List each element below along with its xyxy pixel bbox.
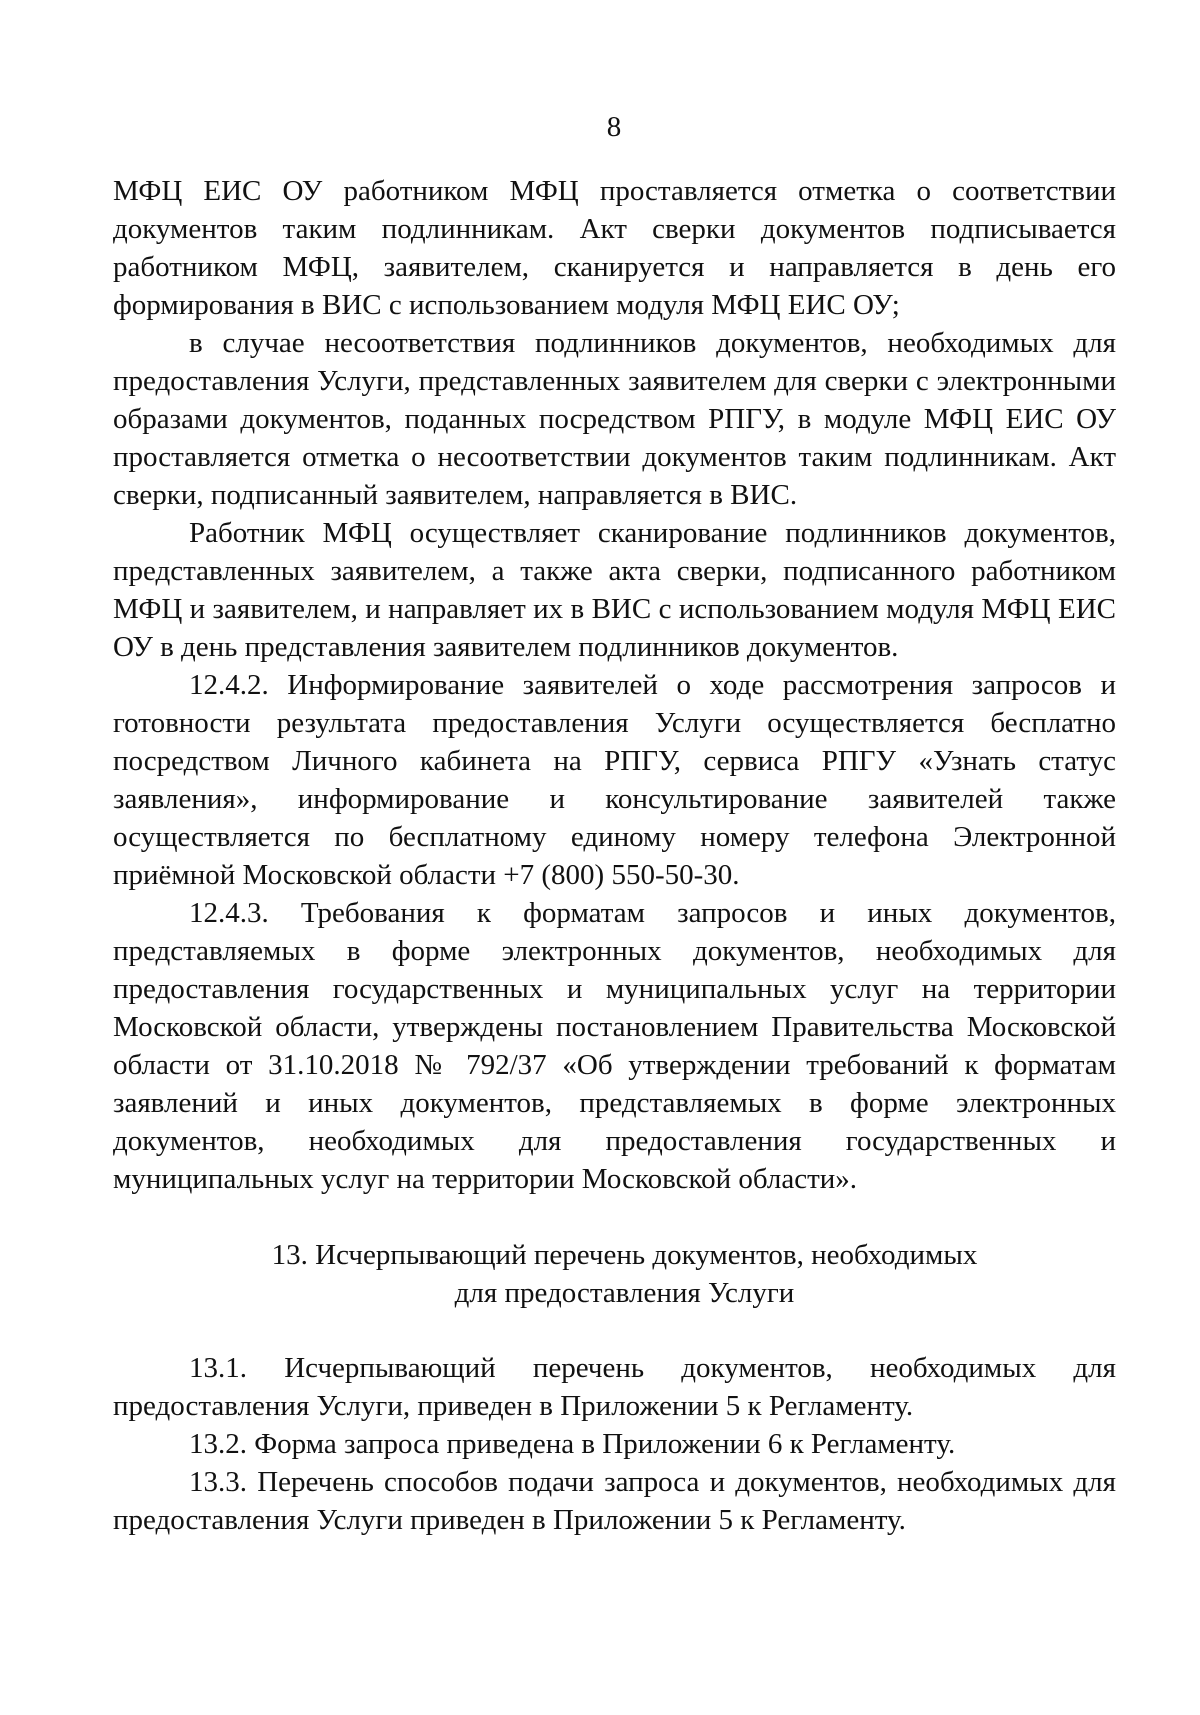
section-heading-line-2: для предоставления Услуги — [454, 1277, 795, 1309]
paragraph-13-3: 13.3. Перечень способов подачи запроса и документов, необходимых для предоставления Услуги приведен в Приложении 5 к Регламенту. — [113, 1466, 1116, 1536]
paragraph-13-2: 13.2. Форма запроса приведена в Приложении 6 к Регламенту. — [189, 1428, 956, 1460]
document-body — [113, 172, 1116, 1539]
paragraph-document-check-ok: МФЦ ЕИС ОУ работником МФЦ проставляется отметка о соответствии документов таким подлинникам. Акт сверки документов подписывается работником МФЦ, заявителем, сканируется и направляется в день его формирования в ВИС с использованием модуля МФЦ ЕИС ОУ; — [113, 175, 1116, 321]
paragraph-13-1: 13.1. Исчерпывающий перечень документов, необходимых для предоставления Услуги, приведен в Приложении 5 к Регламенту. — [113, 1352, 1116, 1422]
paragraph-document-check-mismatch: в случае несоответствия подлинников документов, необходимых для предоставления Услуги, представленных заявителем для сверки с электронными образами документов, поданных посредством РПГУ, в модуле МФЦ ЕИС ОУ проставляется отметка о несоответствии документов таким подлинникам. Акт сверки, подписанный заявителем, направляется в ВИС. — [113, 327, 1116, 511]
paragraph-scanning: Работник МФЦ осуществляет сканирование подлинников документов, представленных заявителем, а также акта сверки, подписанного работником МФЦ и заявителем, и направляет их в ВИС с использованием модуля МФЦ ЕИС ОУ в день представления заявителем подлинников документов. — [113, 517, 1116, 663]
paragraph-12-4-2: 12.4.2. Информирование заявителей о ходе рассмотрения запросов и готовности результата предоставления Услуги осуществляется бесплатно посредством Личного кабинета на РПГУ, сервиса РПГУ «Узнать статус заявления», информирование и консультирование заявителей также осуществляется по бесплатному единому номеру телефона Электронной приёмной Московской области +7 (800) 550-50-30. — [113, 669, 1116, 891]
section-heading — [113, 1236, 1116, 1312]
page-number: 8 — [606, 111, 622, 143]
paragraph-12-4-3: 12.4.3. Требования к форматам запросов и иных документов, представляемых в форме электронных документов, необходимых для предоставления государственных и муниципальных услуг на территории Московской области, утверждены постановлением Правительства Московской области от 31.10.2018 № 792/37 «Об утверждении требований к форматам заявлений и иных документов, представляемых в форме электронных документов, необходимых для предоставления государственных и муниципальных услуг на территории Московской области». — [113, 897, 1116, 1195]
section-heading-line-1: 13. Исчерпывающий перечень документов, необходимых — [271, 1239, 978, 1271]
